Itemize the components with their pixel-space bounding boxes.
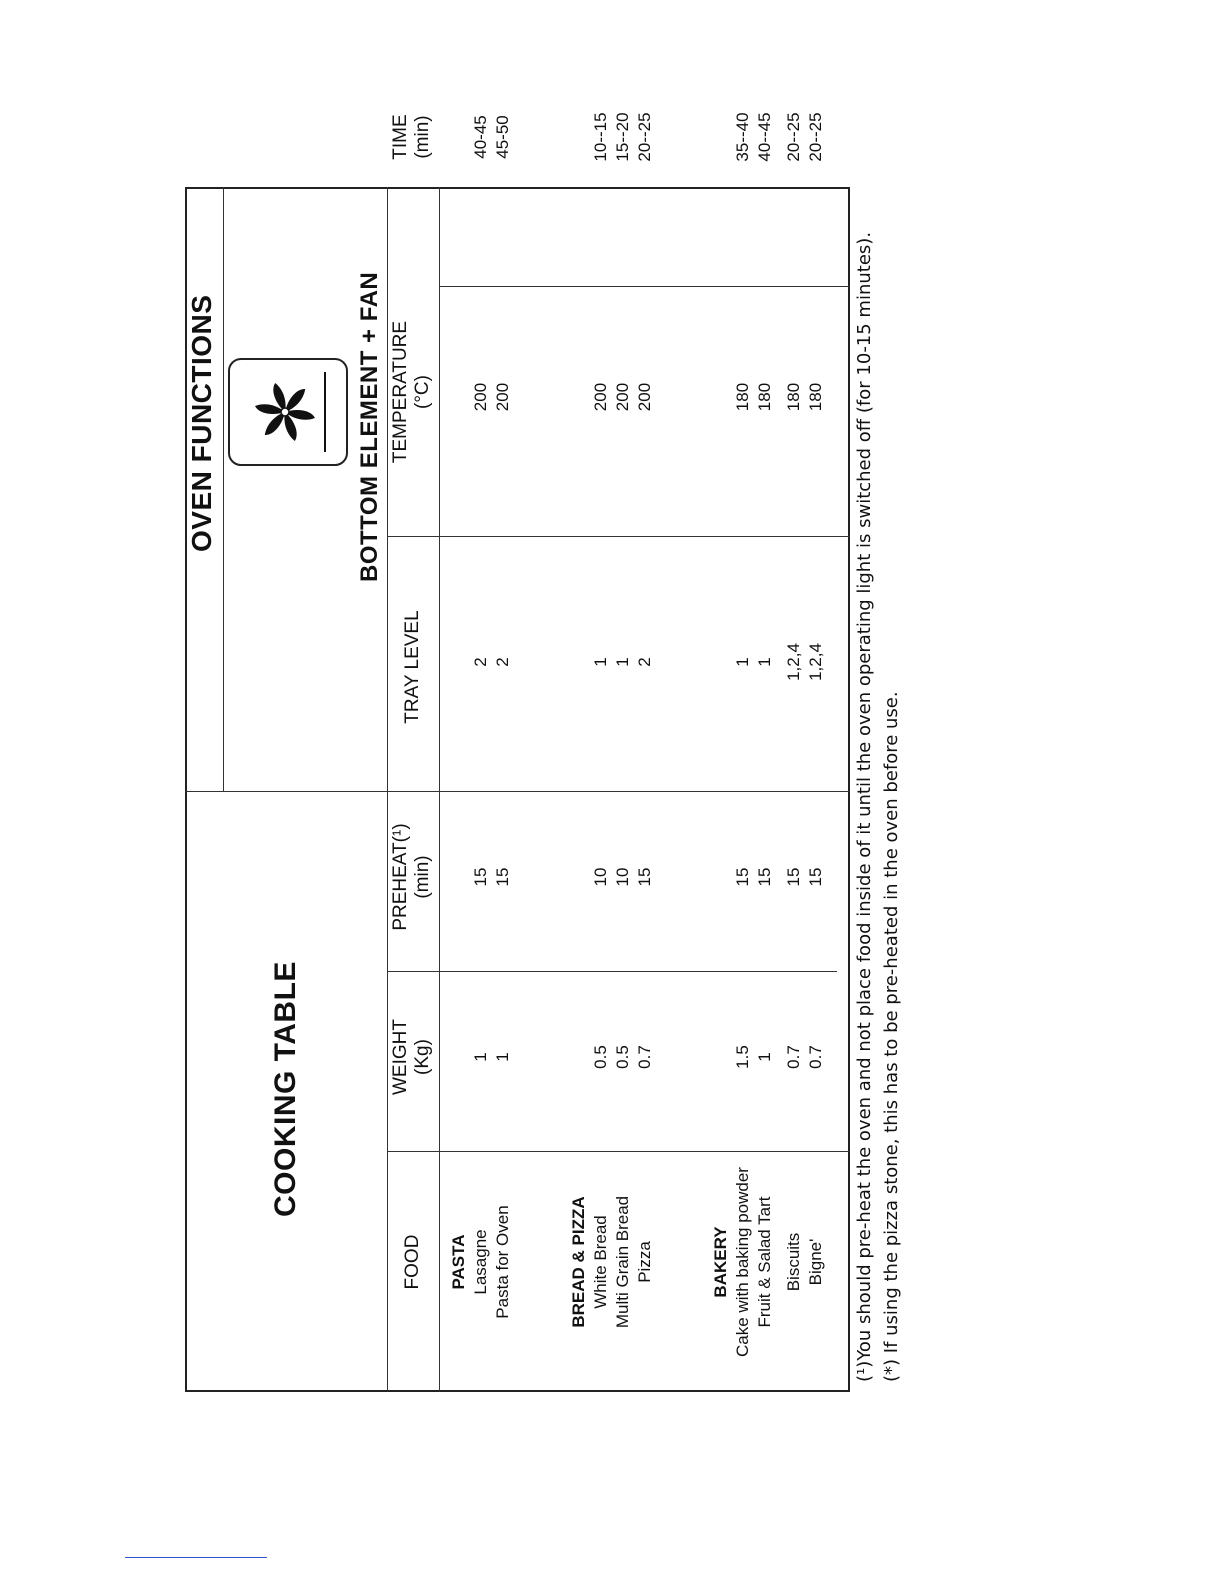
tray-value: 1 xyxy=(613,657,632,667)
time-value: 15--20 xyxy=(613,112,632,162)
weight-value: 0.7 xyxy=(784,1045,803,1069)
temperature-value: 180 xyxy=(806,382,825,412)
footnote-preheat: (¹)You should pre-heat the oven and not place food inside of it until the oven operating light is switched off (for 10-15 minutes). xyxy=(854,231,875,1382)
temperature-value: 200 xyxy=(493,382,512,412)
weight-value: 0.5 xyxy=(613,1045,632,1069)
time-value: 20--25 xyxy=(635,112,654,162)
divider-weight-preheat xyxy=(387,971,837,972)
tray-value: 1,2,4 xyxy=(784,643,803,681)
time-value: 40-45 xyxy=(471,115,490,159)
temperature-value: 180 xyxy=(733,382,752,412)
cooking-table-title: COOKING TABLE xyxy=(269,961,302,1217)
tray-value: 2 xyxy=(493,657,512,667)
food-name: Biscuits xyxy=(784,1232,803,1292)
time-value: 10--15 xyxy=(591,112,610,162)
oven-functions-title: OVEN FUNCTIONS xyxy=(186,294,217,552)
category-label: BREAD & PIZZA xyxy=(569,1196,588,1328)
weight-value: 1 xyxy=(471,1052,490,1062)
fan-with-bottom-element-icon xyxy=(227,357,349,467)
preheat-value: 15 xyxy=(493,867,512,887)
tray-value: 1 xyxy=(733,657,752,667)
header-temperature-line2: (°C) xyxy=(412,375,433,409)
temperature-value: 180 xyxy=(755,382,774,412)
header-time-line1: TIME xyxy=(390,114,411,160)
food-name: Bigne' xyxy=(806,1238,825,1286)
tray-value: 1,2,4 xyxy=(806,643,825,681)
weight-value: 0.5 xyxy=(591,1045,610,1069)
food-name: Pasta for Oven xyxy=(493,1205,512,1319)
food-name: Lasagne xyxy=(471,1229,490,1295)
divider-header-top xyxy=(387,187,388,1392)
time-value: 20--25 xyxy=(806,112,825,162)
preheat-value: 15 xyxy=(635,867,654,887)
food-name: Pizza xyxy=(635,1241,654,1283)
preheat-value: 15 xyxy=(784,867,803,887)
tray-value: 2 xyxy=(471,657,490,667)
temperature-value: 180 xyxy=(784,382,803,412)
time-value: 45-50 xyxy=(493,115,512,159)
header-preheat xyxy=(390,817,434,937)
temperature-value: 200 xyxy=(635,382,654,412)
food-name: Fruit & Salad Tart xyxy=(755,1196,774,1328)
preheat-value: 10 xyxy=(613,867,632,887)
header-temperature-line1: TEMPERATURE xyxy=(390,320,411,464)
food-name: White Bread xyxy=(591,1215,610,1309)
category-label: BAKERY xyxy=(711,1226,730,1298)
food-name: Multi Grain Bread xyxy=(613,1195,632,1329)
weight-value: 0.7 xyxy=(806,1045,825,1069)
tray-value: 1 xyxy=(755,657,774,667)
header-time xyxy=(390,97,434,177)
function-name: BOTTOM ELEMENT + FAN xyxy=(356,271,383,582)
header-preheat-line2: (min) xyxy=(412,855,433,899)
header-temperature xyxy=(390,317,434,467)
divider-temp-time xyxy=(439,286,850,287)
preheat-value: 10 xyxy=(591,867,610,887)
category-label: PASTA xyxy=(449,1234,468,1290)
footnote-pizza-stone: (*) If using the pizza stone, this has to be pre-heated in the oven before use. xyxy=(881,691,902,1382)
preheat-value: 15 xyxy=(471,867,490,887)
page-link-underline[interactable] xyxy=(125,1557,267,1558)
food-name: Cake with baking powder xyxy=(733,1167,752,1357)
preheat-value: 15 xyxy=(806,867,825,887)
weight-value: 1 xyxy=(755,1052,774,1062)
temperature-value: 200 xyxy=(471,382,490,412)
header-food: FOOD xyxy=(402,1234,423,1290)
header-weight-line1: WEIGHT xyxy=(390,1019,411,1095)
divider-tray-temp xyxy=(387,536,850,537)
weight-value: 0.7 xyxy=(635,1045,654,1069)
preheat-value: 15 xyxy=(755,867,774,887)
temperature-value: 200 xyxy=(591,382,610,412)
temperature-value: 200 xyxy=(613,382,632,412)
weight-value: 1.5 xyxy=(733,1045,752,1069)
time-value: 20--25 xyxy=(784,112,803,162)
divider-title-top xyxy=(223,187,224,792)
time-value: 40--45 xyxy=(755,112,774,162)
header-tray-level: TRAY LEVEL xyxy=(402,610,423,724)
preheat-value: 15 xyxy=(733,867,752,887)
weight-value: 1 xyxy=(493,1052,512,1062)
rotated-page xyxy=(185,42,925,1392)
header-preheat-line1: PREHEAT(¹) xyxy=(390,823,411,931)
tray-value: 1 xyxy=(591,657,610,667)
header-time-line2: (min) xyxy=(412,115,433,159)
header-weight xyxy=(390,1012,434,1102)
divider-title-functions xyxy=(185,791,850,792)
divider-header-bottom xyxy=(439,187,440,1392)
header-weight-line2: (Kg) xyxy=(412,1039,433,1075)
time-value: 35--40 xyxy=(733,112,752,162)
tray-value: 2 xyxy=(635,657,654,667)
